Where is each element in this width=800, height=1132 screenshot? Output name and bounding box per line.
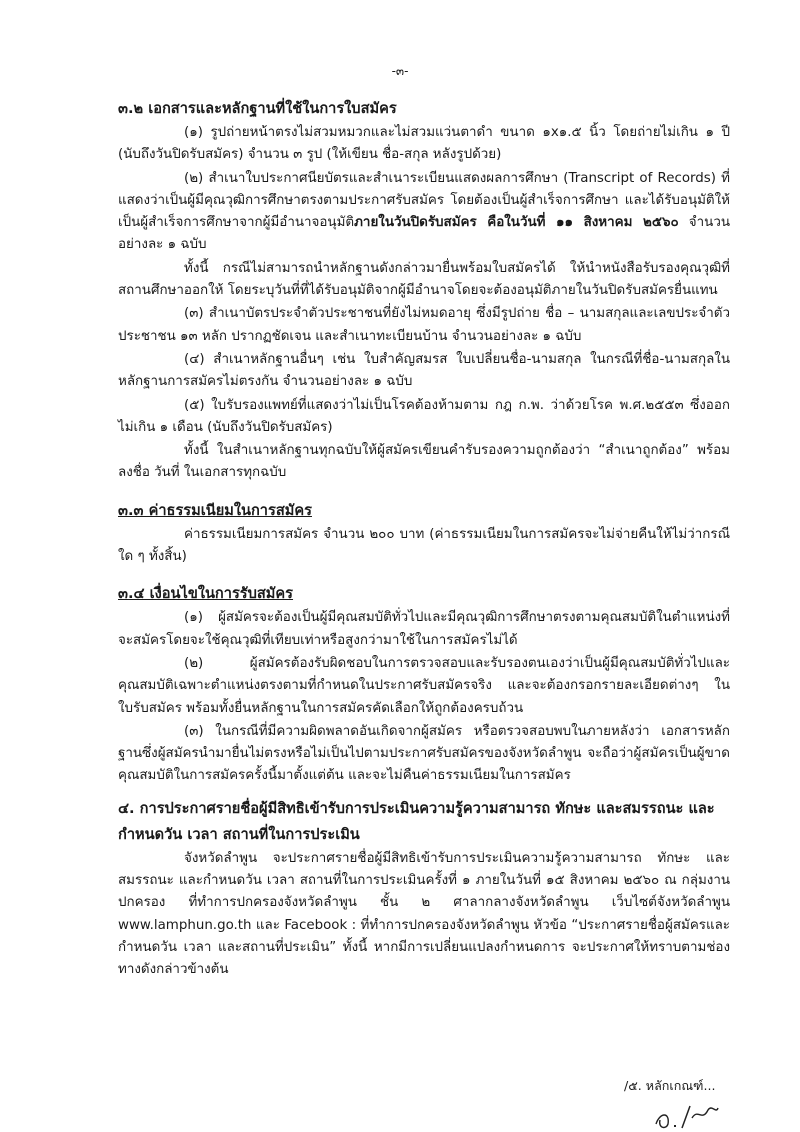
s32-item-2-count: จำนวนอย่างละ ๑ ฉบับ [118, 215, 730, 253]
s4-announcement: จังหวัดลำพูน จะประกาศรายชื่อผู้มีสิทธิเข้ารับการประเมินความรู้ความสามารถ ทักษะ และสมรรถนะ และกำหนดวัน เวลา สถานที่ในการประเมินครั้งที่ ๑ ภายในวันที่ ๑๕ สิงหาคม ๒๕๖๐ ณ กลุ่มงานปกครอง ที่ทำการปกครองจังหวัดลำพูน ชั้น ๒ ศาลากลางจังหวัดลำพูน เว็บไซต์จังหวัดลำพูน www.lamphun.go.th และ Facebook : ที่ทำการปกครองจังหวัดลำพูน หัวข้อ “ประกาศรายชื่อผู้สมัครและกำหนดวัน เวลา และสถานที่ประเมิน” ทั้งนี้ หากมีการเปลี่ยนแปลงกำหนดการ จะประกาศให้ทราบตามช่องทางดังกล่าวข้างต้น [118, 850, 730, 978]
s32-item-5: (๕) ใบรับรองแพทย์ที่แสดงว่าไม่เป็นโรคต้องห้ามตาม กฎ ก.พ. ว่าด้วยโรค พ.ศ.๒๕๕๓ ซึ่งออกไม่เกิน ๑ เดือน (นับถึงวันปิดรับสมัคร) [118, 397, 730, 435]
s33-fee: ค่าธรรมเนียมการสมัคร จำนวน ๒๐๐ บาท (ค่าธรรมเนียมในการสมัครจะไม่จ่ายคืนให้ไม่ว่ากรณีใด ๆ ทั้งสิ้น) [118, 526, 730, 565]
page-number: -๓- [391, 64, 409, 78]
section-3-3-heading: ๓.๓ ค่าธรรมเนียมในการสมัคร [118, 501, 312, 519]
section-3-2-heading: ๓.๒ เอกสารและหลักฐานที่ใช้ในการใบสมัคร [118, 100, 397, 117]
s32-item-3: (๓) สำเนาบัตรประจำตัวประชาชนที่ยังไม่หมดอายุ ซึ่งมีรูปถ่าย ชื่อ – นามสกุลและเลขประจำตัวประชาชน ๑๓ หลัก ปรากฏชัดเจน และสำเนาทะเบียนบ้าน จำนวนอย่างละ ๑ ฉบับ [118, 306, 730, 344]
section-3-4-heading: ๓.๔ เงื่อนไขในการรับสมัคร [118, 585, 294, 603]
s34-item-3: (๓) ในกรณีที่มีความผิดพลาดอันเกิดจากผู้สมัคร หรือตรวจสอบพบในภายหลังว่า เอกสารหลักฐานซึ่งผู้สมัครนำมายื่นไม่ตรงหรือไม่เป็นไปตามประกาศรับสมัครของจังหวัดลำพูน จะถือว่าผู้สมัครเป็นผู้ขาดคุณสมบัติในการสมัครครั้งนี้มาตั้งแต่ต้น และจะไม่คืนค่าธรรมเนียมในการสมัคร [118, 723, 730, 784]
s34-item-2: (๒) ผู้สมัครต้องรับผิดชอบในการตรวจสอบและรับรองตนเองว่าเป็นผู้มีคุณสมบัติทั่วไปและคุณสมบัติเฉพาะตำแหน่งตรงตามที่กำหนดในประกาศรับสมัครจริง และจะต้องกรอกรายละเอียดต่างๆ ในใบรับสมัคร พร้อมทั้งยื่นหลักฐานในการสมัครคัดเลือกให้ถูกต้องครบถ้วน [118, 655, 730, 716]
s32-item-2-note: ทั้งนี้ กรณีไม่สามารถนำหลักฐานดังกล่าวมายื่นพร้อมใบสมัครได้ ให้นำหนังสือรับรองคุณวุฒิที่สถานศึกษาออกให้ โดยระบุวันที่ที่ได้รับอนุมัติจากผู้มีอำนาจโดยจะต้องอนุมัติภายในวันปิดรับสมัครยื่นแทน [118, 260, 730, 299]
s32-note: ทั้งนี้ ในสำเนาหลักฐานทุกฉบับให้ผู้สมัครเขียนคำรับรองความถูกต้องว่า “สำเนาถูกต้อง” พร้อมลงชื่อ วันที่ ในเอกสารทุกฉบับ [118, 443, 730, 481]
s32-item-4: (๔) สำเนาหลักฐานอื่นๆ เช่น ใบสำคัญสมรส ใบเปลี่ยนชื่อ-นามสกุล ในกรณีที่ชื่อ-นามสกุลในหลักฐานการสมัครไม่ตรงกัน จำนวนอย่างละ ๑ ฉบับ [118, 351, 730, 390]
s32-item-1: (๑) รูปถ่ายหน้าตรงไม่สวมหมวกและไม่สวมแว่นตาดำ ขนาด ๑x๑.๕ นิ้ว โดยถ่ายไม่เกิน ๑ ปี (นับถึงวันปิดรับสมัคร) จำนวน ๓ รูป (ให้เขียน ชื่อ-สกุล หลังรูปด้วย) [118, 125, 730, 163]
section-4-heading: ๔. การประกาศรายชื่อผู้มีสิทธิเข้ารับการประเมินความรู้ความสามารถ ทักษะ และสมรรถนะ และกำหนดวัน เวลา สถานที่ในการประเมิน [118, 799, 715, 843]
continuation-note: /๕. หลักเกณฑ์... [624, 1078, 716, 1093]
initials-signature [652, 1100, 722, 1132]
s34-item-1: (๑) ผู้สมัครจะต้องเป็นผู้มีคุณสมบัติทั่วไปและมีคุณวุฒิการศึกษาตรงตามคุณสมบัติในตำแหน่งที่จะสมัครโดยจะใช้คุณวุฒิที่เทียบเท่าหรือสูงกว่ามาใช้ในการสมัครไม่ได้ [118, 610, 730, 648]
s32-item-2 [118, 168, 730, 257]
s32-item-2-deadline: ภายในวันปิดรับสมัคร คือในวันที่ ๑๑ สิงหาคม ๒๕๖๐ [354, 215, 679, 231]
document-body [118, 96, 730, 983]
s32-item-2-text: (๒) สำเนาใบประกาศนียบัตรและสำเนาระเบียนแสดงผลการศึกษา (Transcript of Records) ที่แสดงว่าเป็นผู้มีคุณวุฒิการศึกษาตรงตามประกาศรับสมัคร โดยต้องเป็นผู้สำเร็จการศึกษา และได้รับอนุมัติให้เป็นผู้สำเร็จการศึกษาจากผู้มีอำนาจอนุมัติ [118, 170, 730, 231]
